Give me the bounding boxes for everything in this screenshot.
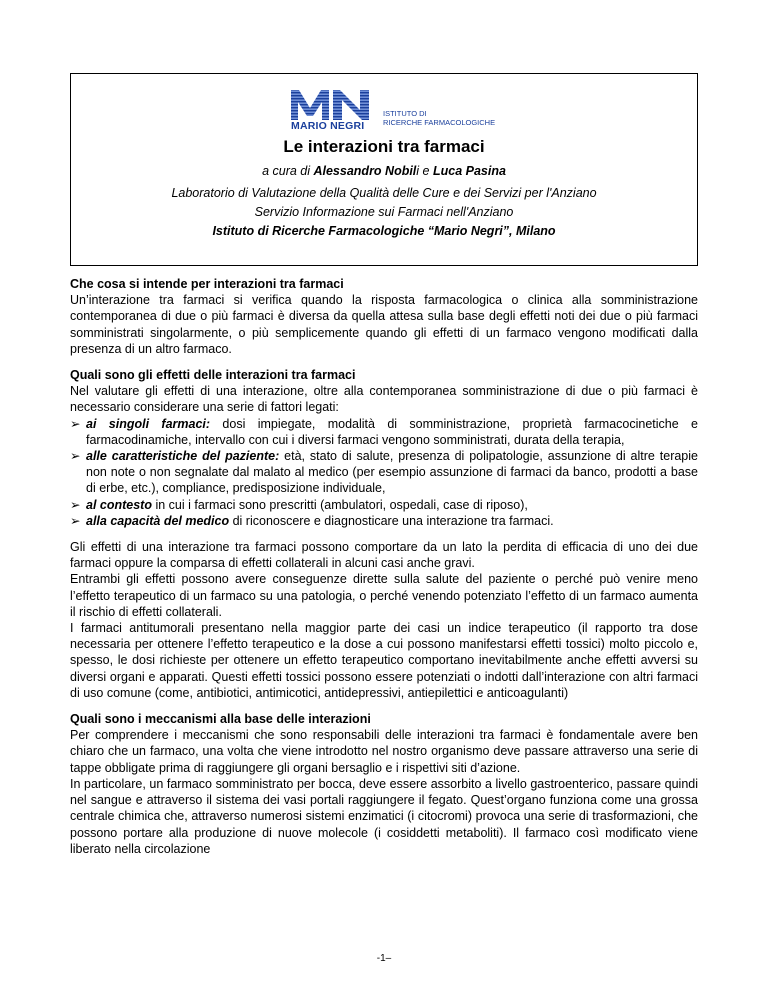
mario-negri-logo bbox=[289, 86, 496, 134]
affiliation-lab: Laboratorio di Valutazione della Qualità delle Cure e dei Servizi per l'Anziano bbox=[171, 186, 597, 200]
affiliation-service: Servizio Informazione sui Farmaci nell'Anziano bbox=[254, 205, 514, 219]
page-number: -1– bbox=[376, 953, 392, 964]
list-item-lead: alla capacità del medico bbox=[86, 513, 230, 528]
document-title: Le interazioni tra farmaci bbox=[283, 137, 485, 156]
header-box bbox=[70, 73, 698, 266]
arrow-bullet-icon: ➢ bbox=[70, 416, 81, 431]
list-item-lead: ai singoli farmaci: bbox=[86, 416, 211, 431]
mn-logo-mark-icon bbox=[289, 86, 373, 122]
list-item bbox=[70, 416, 698, 448]
arrow-bullet-icon: ➢ bbox=[70, 449, 81, 464]
arrow-bullet-icon: ➢ bbox=[70, 513, 81, 528]
logo-name-text: MARIO NEGRI bbox=[291, 120, 365, 132]
list-item bbox=[70, 497, 698, 513]
section-heading: Che cosa si intende per interazioni tra farmaci bbox=[70, 277, 344, 291]
section-effects bbox=[70, 367, 698, 529]
author-1-tail: i bbox=[416, 164, 420, 178]
author-separator: e bbox=[419, 164, 433, 178]
author-2: Luca Pasina bbox=[432, 164, 506, 178]
logo-institute-line1: ISTITUTO DI bbox=[383, 109, 427, 118]
document-body bbox=[70, 276, 698, 867]
list-item-lead: al contesto bbox=[86, 497, 152, 512]
section-mechanisms bbox=[70, 711, 698, 857]
affiliation-institute: Istituto di Ricerche Farmacologiche “Mario Negri”, Milano bbox=[212, 224, 556, 238]
list-item-text: di riconoscere e diagnosticare una interazione tra farmaci. bbox=[229, 513, 554, 528]
paragraph: I farmaci antitumorali presentano nella maggior parte dei casi un indice terapeutico (il rapporto tra dose necessaria per ottenere l’effetto terapeutico e la dose a cui possono manifestarsi effetti tossici) molto piccolo e, spesso, le dosi richieste per ottenere un effetto terapeutico comportano inevitabilmente anche effetti avversi su diversi organi e apparati. Questi effetti tossici possono essere potenziati o indotti dall’interazione con altri farmaci di uso comune (come, antibiotici, antimicotici, antidepressivi, antiepilettici e anticoagulanti) bbox=[70, 621, 698, 700]
section-heading: Quali sono gli effetti delle interazioni tra farmaci bbox=[70, 368, 356, 383]
factor-list bbox=[70, 416, 698, 529]
paragraph: Gli effetti di una interazione tra farmaci possono comportare da un lato la perdita di efficacia di uno dei due farmaci oppure la comparsa di effetti collaterali in alcuni casi anche gravi. bbox=[70, 540, 698, 571]
curator-line bbox=[71, 164, 697, 178]
paragraph: Per comprendere i meccanismi che sono responsabili delle interazioni tra farmaci è fondamentale avere ben chiaro che un farmaco, una volta che viene introdotto nel nostro organismo deve passare attraverso una serie di tappe obbligate prima di raggiungere gli organi bersaglio e i rispettivi siti d’azione. bbox=[70, 728, 698, 775]
section-consequences bbox=[70, 539, 698, 701]
list-item-lead: alle caratteristiche del paziente: bbox=[86, 449, 280, 464]
paragraph: Entrambi gli effetti possono avere conseguenze dirette sulla salute del paziente o perché può venire meno l’effetto terapeutico di un farmaco su una patologia, o perché venendo potenziato l’effetto di un farmaco aumenta il rischio di effetti collaterali. bbox=[70, 572, 698, 619]
section-heading: Quali sono i meccanismi alla base delle interazioni bbox=[70, 712, 371, 727]
list-item-text: in cui i farmaci sono prescritti (ambulatori, ospedali, case di riposo), bbox=[152, 497, 528, 512]
paragraph: In particolare, un farmaco somministrato per bocca, deve essere assorbito a livello gastroenterico, passare quindi nel sangue e attraverso il sistema dei vasi portali raggiungere il fegato. Quest’organo funziona come una grossa centrale chimica che, attraverso numerosi sistemi enzimatici (i citocromi) provoca una serie di trasformazioni, che possono portare alla produzione di nuove molecole (i cosiddetti metaboliti). Il farmaco così modificato viene liberato nella circolazione bbox=[70, 776, 698, 856]
list-item bbox=[70, 513, 698, 529]
list-item-text: dosi impiegate, modalità di somministrazione, proprietà farmacocinetiche e farmacodinamiche, intervallo con cui i diversi farmaci vengono somministrati, durata della terapia, bbox=[86, 416, 699, 447]
section-definition bbox=[70, 276, 698, 357]
paragraph: Nel valutare gli effetti di una interazione, oltre alla contemporanea somministrazione di due o più farmaci è necessario considerare una serie di fattori legati: bbox=[70, 384, 698, 415]
author-1: Alessandro Nobil bbox=[313, 164, 417, 178]
logo-institute-text bbox=[383, 110, 495, 127]
arrow-bullet-icon: ➢ bbox=[70, 497, 81, 512]
paragraph: Un’interazione tra farmaci si verifica quando la risposta farmacologica o clinica alla somministrazione contemporanea di due o più farmaci è diversa da quella attesa sulla base degli effetti noti dei due o più farmaci somministrati singolarmente, o più semplicemente quando gli effetti di un farmaco vengono modificati dalla presenza di un altro farmaco. bbox=[70, 293, 698, 356]
list-item bbox=[70, 448, 698, 497]
logo-institute-line2: RICERCHE FARMACOLOGICHE bbox=[383, 117, 496, 127]
list-item-text: età, stato di salute, presenza di polipatologie, assunzione di altre terapie non note o non segnalate dal malato al medico (per esempio assunzione di farmaci da banco, prodotti a base di erbe, etc.), compliance, predisposizione individuale, bbox=[86, 449, 698, 496]
curator-prefix: a cura di bbox=[262, 164, 314, 178]
